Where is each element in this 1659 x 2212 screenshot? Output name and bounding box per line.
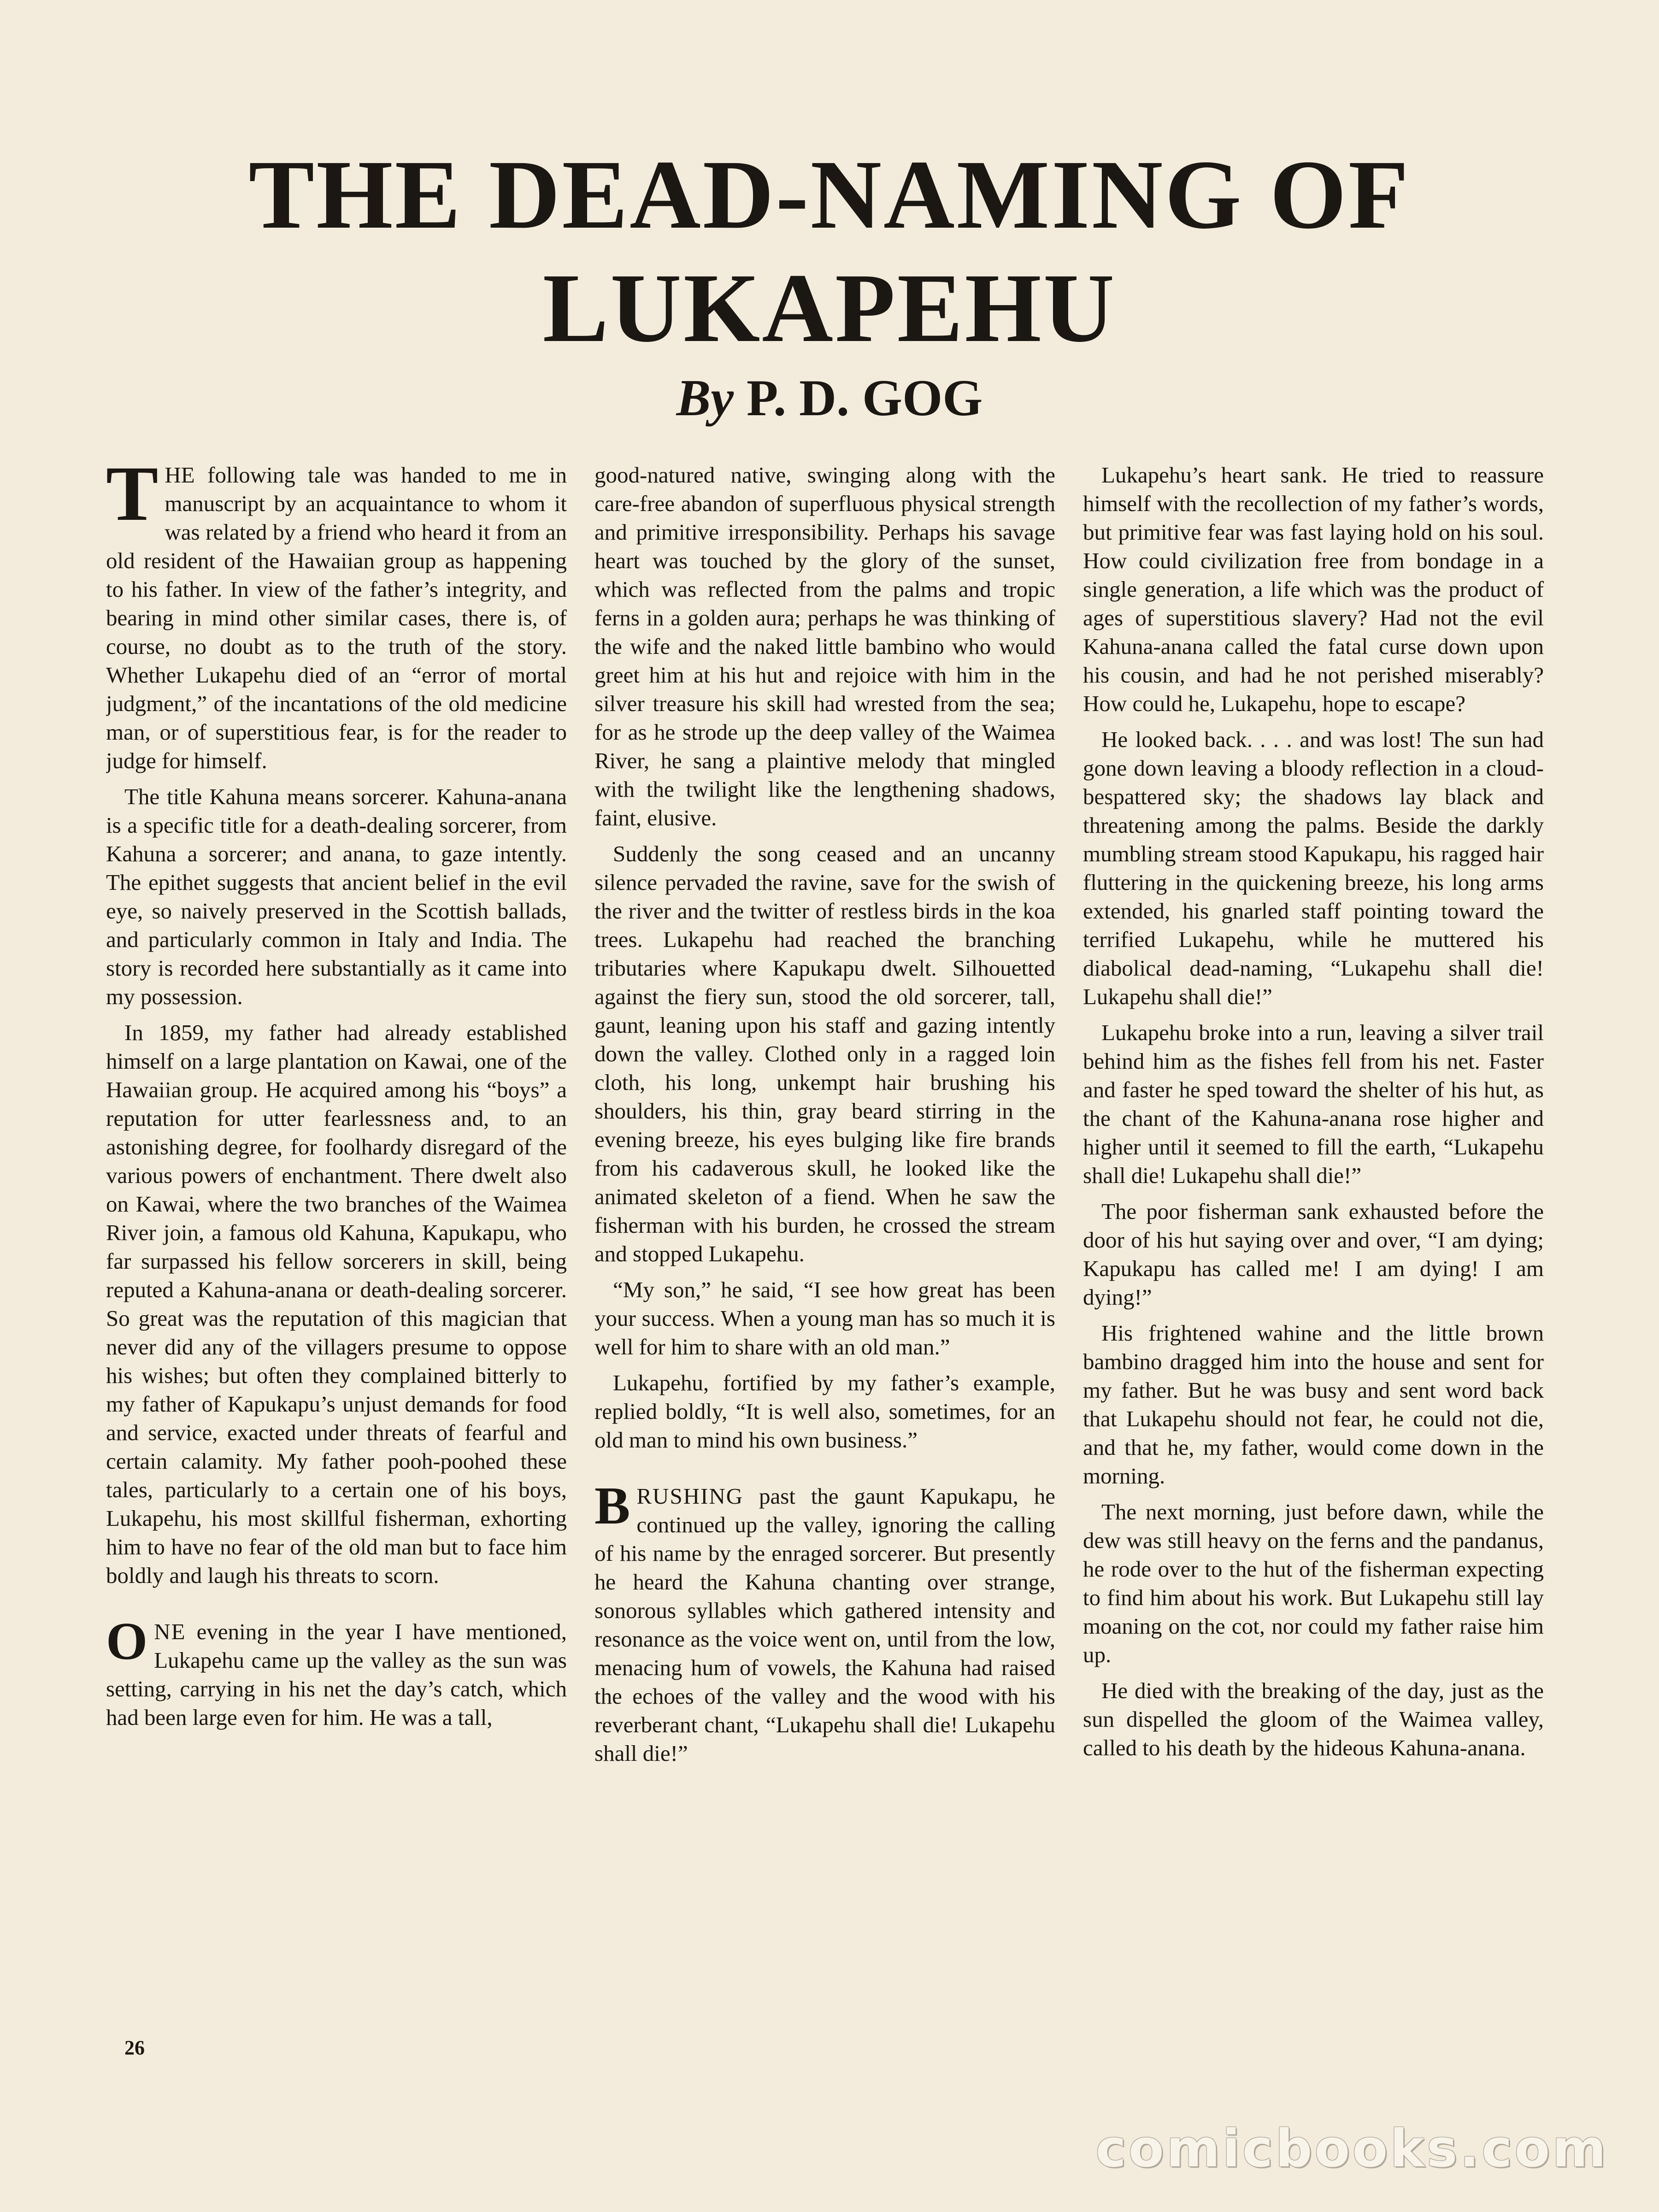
paragraph [106,1612,567,1732]
paragraph: He died with the breaking of the day, just as the sun dispelled the gloom of the Waimea valley, called to his death by the hideous Kahuna-anana. [1083,1678,1544,1760]
paragraph: Lukapehu broke into a run, leaving a silver trail behind him as the fishes fell from his net. Faster and faster he sped toward the shelter of his hut, as the chant of the Kahuna-anana rose higher and higher until it seemed to fill the earth, “Lukapehu shall die! Lukapehu shall die!” [1083,1020,1544,1188]
title-line-1: THE DEAD-NAMING OF [248,140,1411,249]
column-3 [1083,461,1544,2088]
paragraph: “My son,” he said, “I see how great has been your success. When a young man has so much it is well for him to share with an old man.” [594,1277,1055,1359]
column-2 [594,461,1055,2088]
watermark: comicbooks.com [1095,2119,1608,2179]
small-caps-lead: NE [154,1619,186,1644]
page-number: 26 [124,2036,145,2059]
paragraph [594,1477,1055,1768]
paragraph: Suddenly the song ceased and an uncanny silence pervaded the ravine, save for the swish of the river and the twitter of restless birds in the koa trees. Lukapehu had reached the branching tributaries where Kapukapu dwelt. Silhouetted against the fiery sun, stood the old sorcerer, tall, gaunt, leaning upon his staff and gazing intently down the valley. Clothed only in a ragged loin cloth, his long, unkempt hair brushing his shoulders, his thin, gray beard stirring in the evening breeze, his eyes bulging like fire brands from his cadaverous skull, he looked like the animated skeleton of a fiend. When he saw the fisherman with his burden, he crossed the stream and stopped Lukapehu. [594,841,1055,1266]
paragraph: He looked back. . . . and was lost! The sun had gone down leaving a bloody reflection in a cloud-bespattered sky; the shadows lay black and threatening among the palms. Beside the darkly mumbling stream stood Kapukapu, his ragged hair fluttering in the quickening breeze, his long arms extended, his gnarled staff pointing toward the terrified Lukapehu, while he muttered his diabolical dead-naming, “Lukapehu shall die! Lukapehu shall die!” [1083,727,1544,1009]
story-title [0,138,1659,365]
paragraph: The next morning, just before dawn, while the dew was still heavy on the ferns and the pandanus, he rode over to the hut of the fisherman expecting to find him about his work. But Lukapehu still lay moaning on the cot, nor could my father raise him up. [1083,1499,1544,1667]
title-line-2: LUKAPEHU [542,253,1117,363]
drop-cap: T [106,461,159,537]
paragraph-text: HE following tale was handed to me in manuscript by an acquaintance to whom it was related by a friend who heard it from an old resident of the Hawaiian group as happening to his father. In view of the father’s integrity, and bearing in mind other similar cases, there is, of course, no doubt as to the truth of the story. Whether Lukapehu died of an “error of mortal judgment,” of the incantations of the old medicine man, or of superstitious fear, is for the reader to judge for himself. [106,462,567,773]
byline [0,369,1659,428]
paragraph: In 1859, my father had already established himself on a large plantation on Kawai, one of the Hawaiian group. He acquired among his “boys” a reputation for utter fearlessness and, to an astonishing degree, for foolhardy disregard of the various powers of enchantment. There dwelt also on Kawai, where the two branches of the Waimea River join, a famous old Kahuna, Kapukapu, who far surpassed his fellow sorcerers in skill, being reputed a Kahuna-anana or death-dealing sorcerer. So great was the reputation of this magician that never did any of the villagers presume to oppose his wishes; but often they complained bitterly to my father of Kapukapu’s unjust demands for food and service, exacted under threats of fearful and certain calamity. My father pooh-poohed these tales, particularly to a certain one of his boys, Lukapehu, his most skillful fisherman, exhorting him to have no fear of the old man but to face him boldly and laugh his threats to scorn. [106,1020,567,1588]
small-caps-lead: RUSHING [636,1483,744,1509]
column-1 [106,461,567,2088]
paragraph: The poor fisherman sank exhausted before the door of his hut saying over and over, “I am dying; Kapukapu has called me! I am dying! I am dying!” [1083,1199,1544,1310]
paragraph [106,461,567,775]
paragraph: His frightened wahine and the little brown bambino dragged him into the house and sent for my father. But he was busy and sent word back that Lukapehu should not fear, he could not die, and that he, my father, would come down in the morning. [1083,1320,1544,1488]
paragraph: The title Kahuna means sorcerer. Kahuna-anana is a specific title for a death-dealing sorcerer, from Kahuna a sorcerer; and anana, to gaze intently. The epithet suggests that ancient belief in the evil eye, so naively preserved in the Scottish ballads, and particularly common in Italy and India. The story is recorded here substantially as it came into my possession. [106,784,567,1009]
paragraph-text: past the gaunt Kapukapu, he continued up the valley, ignoring the calling of his name by the enraged sorcerer. But presently he heard the Kahuna chanting over strange, sonorous syllables which gathered intensity and resonance as the voice went on, until from the low, menacing hum of vowels, the Kahuna had raised the echoes of the valley and the wood with his reverberant chant, “Lukapehu shall die! Lukapehu shall die!” [594,1483,1055,1766]
drop-cap: O [106,1612,148,1671]
byline-by: By [676,370,734,427]
paragraph: Lukapehu, fortified by my father’s example, replied boldly, “It is well also, sometimes, for an old man to mind his own business.” [594,1370,1055,1453]
drop-cap: B [594,1477,630,1535]
paragraph-text: evening in the year I have mentioned, Lukapehu came up the valley as the sun was setting, carrying in his net the day’s catch, which had been large even for him. He was a tall, [106,1619,567,1730]
paragraph: good-natured native, swinging along with the care-free abandon of superfluous physical strength and primitive irresponsibility. Perhaps his savage heart was touched by the glory of the sunset, which was reflected from the palms and tropic ferns in a golden aura; perhaps he was thinking of the wife and the naked little bambino who would greet him at his hut and rejoice with him in the silver treasure his skill had wrested from the sea; for as he strode up the deep valley of the Waimea River, he sang a plaintive melody that mingled with the twilight like the lengthening shadows, faint, elusive. [594,462,1055,830]
paragraph: Lukapehu’s heart sank. He tried to reassure himself with the recollection of my father’s words, but primitive fear was fast laying hold on his soul. How could civilization free from bondage in a single generation, a life which was the product of ages of superstitious slavery? Had not the evil Kahuna-anana called the fatal curse down upon his cousin, and had he not perished miserably? How could he, Lukapehu, hope to escape? [1083,462,1544,716]
byline-author: P. D. GOG [747,370,983,427]
